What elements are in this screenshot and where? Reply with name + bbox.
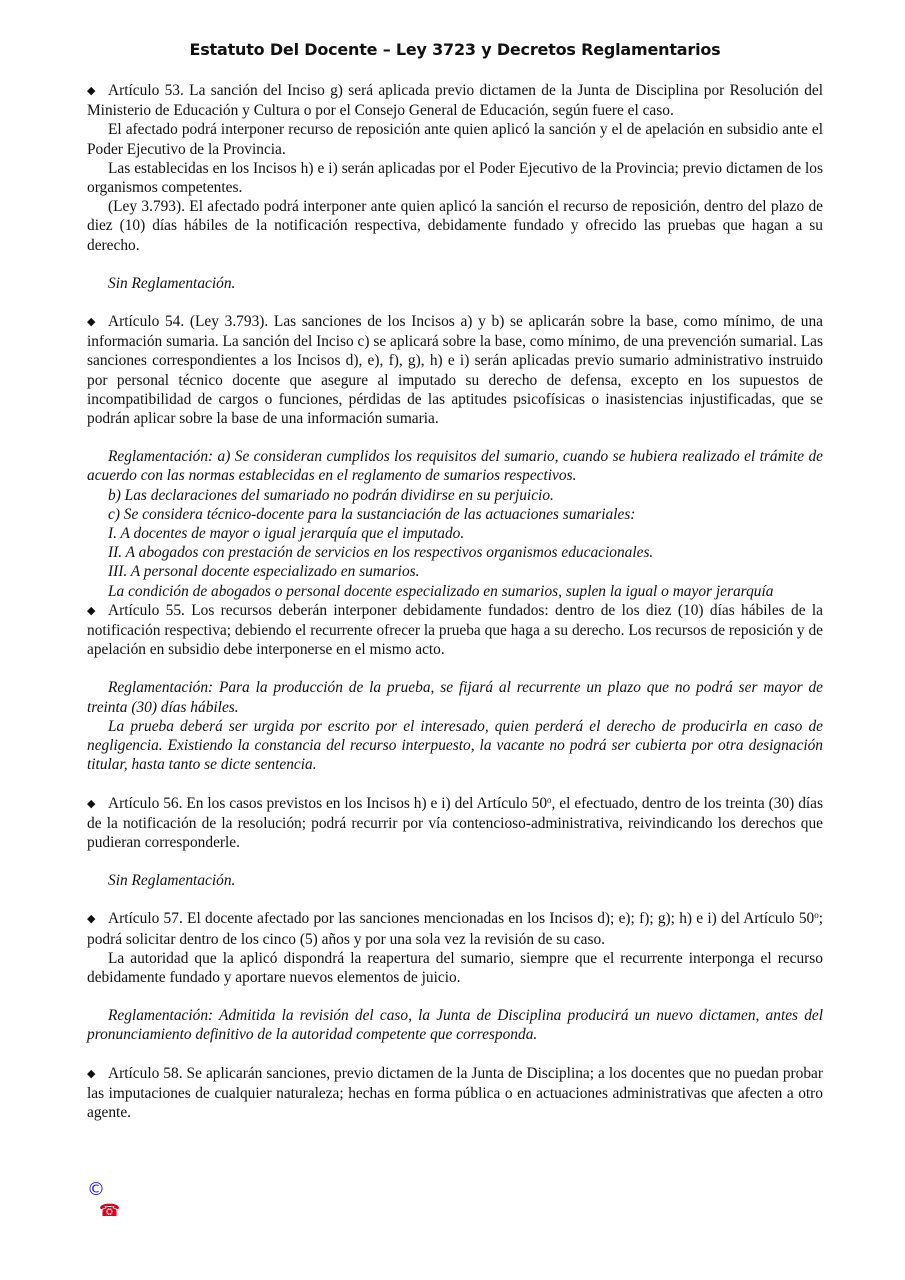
ordinal-superscript: o: [547, 794, 552, 805]
reglamentacion-item: II. A abogados con prestación de servicios en los respectivos organismos educacionales.: [108, 544, 654, 562]
ordinal-superscript: o: [814, 910, 819, 921]
diamond-bullet-icon: ◆: [87, 913, 96, 926]
paragraph-text: Artículo 56. En los casos previstos en los Incisos h) e i) del Artículo 50: [108, 794, 548, 812]
paragraph-text: , el efectuado, dentro de los treinta (30) días de la notificación de la resolución; podrá recurrir por vía contencioso-administrativa, reivindicando los derechos que pudieran corresponderle.: [87, 794, 824, 851]
document-page: [87, 40, 823, 1122]
paragraph: (Ley 3.793). El afectado podrá interponer ante quien aplicó la sanción el recurso de reposición, dentro del plazo de diez (10) días hábiles de la notificación respectiva, debidamente fundado y ofrecido las pruebas que hagan a su derecho.: [87, 198, 823, 254]
paragraph-text: Artículo 58. Se aplicarán sanciones, previo dictamen de la Junta de Disciplina; a los docentes que no puedan probar las imputaciones de cualquier naturaleza; hechas en forma pública o en actuaciones administrativas que afecten a otro agente.: [87, 1064, 823, 1121]
reglamentacion-note: La prueba deberá ser urgida por escrito por el interesado, quien perderá el derecho de producirla en caso de negligencia. Existiendo la constancia del recurso interpuesto, la vacante no podrá ser cubierta por otra designación titular, hasta tanto se dicte sentencia.: [87, 717, 823, 774]
reglamentacion-item: I. A docentes de mayor o igual jerarquía que el imputado.: [108, 525, 465, 543]
article-58: [87, 1064, 823, 1123]
paragraph-text: Artículo 55. Los recursos deberán interponer debidamente fundados: dentro de los diez (10) días hábiles de la notificación respectiva; debiendo el recurrente ofrecer la prueba que haga a su derecho. Los recursos de reposición y de apelación en subsidio debe interponerse en el mismo acto.: [87, 601, 823, 659]
copyright-icon: ©: [87, 1179, 105, 1200]
paragraph-text: Artículo 54. (Ley 3.793). Las sanciones de los Incisos a) y b) se aplicarán sobre la base, como mínimo, de una información sumaria. La sanción del Inciso c) se aplicará sobre la base, como mínimo, de una prevención sumarial. Las sanciones correspondientes a los Incisos d), e), f), g), h) e i) serán aplicadas previo sumario administrativo instruido por personal técnico docente que asegure al imputado su derecho de defensa, excepto en los supuestos de incompatibilidad de cargos o funciones, pérdidas de las aptitudes psicofísicas o inasistencias injustificadas, que se podrán aplicar sobre la base de una información sumaria.: [87, 313, 823, 428]
reglamentacion-item: b) Las declaraciones del sumariado no podrán dividirse en su perjuicio.: [108, 486, 554, 504]
page-title: Estatuto Del Docente – Ley 3723 y Decretos Reglamentarios: [189, 40, 721, 59]
paragraph-text: Artículo 53. La sanción del Inciso g) será aplicada previo dictamen de la Junta de Disciplina por Resolución del Ministerio de Educación y Cultura o por el Consejo General de Educación, según fuere el caso.: [87, 82, 823, 120]
diamond-bullet-icon: ◆: [87, 85, 96, 97]
article-55: [87, 601, 823, 660]
reglamentacion-note: Reglamentación: a) Se consideran cumplidos los requisitos del sumario, cuando se hubiera realizado el trámite de acuerdo con las normas establecidas en el reglamento de sumarios respectivos.: [87, 448, 823, 485]
page-footer: [87, 1179, 120, 1221]
reglamentacion-note: Reglamentación: Admitida la revisión del caso, la Junta de Disciplina producirá un nuevo dictamen, antes del pronunciamiento definitivo de la autoridad competente que corresponda.: [87, 1007, 823, 1044]
reglamentacion-note: Sin Reglamentación.: [108, 872, 236, 890]
reglamentacion-item: c) Se considera técnico-docente para la sustanciación de las actuaciones sumariales:: [108, 505, 636, 523]
reglamentacion-note: Reglamentación: Para la producción de la prueba, se fijará al recurrente un plazo que no podrá ser mayor de treinta (30) días hábiles.: [87, 679, 823, 716]
paragraph-text: ; podrá solicitar dentro de los cinco (5) años y por una sola vez la revisión de su caso.: [87, 910, 823, 948]
diamond-bullet-icon: ◆: [87, 1067, 96, 1080]
paragraph: La autoridad que la aplicó dispondrá la reapertura del sumario, siempre que el recurrente interponga el recurso debidamente fundado y aportare nuevos elementos de juicio.: [87, 949, 823, 986]
article-53: [87, 81, 823, 120]
diamond-bullet-icon: ◆: [87, 316, 96, 329]
paragraph: Las establecidas en los Incisos h) e i) serán aplicadas por el Poder Ejecutivo de la Provincia; previo dictamen de los organismos competentes.: [87, 159, 823, 197]
article-57: [87, 909, 823, 948]
diamond-bullet-icon: ◆: [87, 797, 96, 810]
reglamentacion-item: III. A personal docente especializado en sumarios.: [108, 563, 420, 581]
reglamentacion-item: La condición de abogados o personal docente especializado en sumarios, suplen la igual o mayor jerarquía: [108, 582, 774, 600]
reglamentacion-note: Sin Reglamentación.: [108, 274, 236, 292]
phone-icon: ☎: [99, 1201, 121, 1221]
paragraph: El afectado podrá interponer recurso de reposición ante quien aplicó la sanción y el de apelación en subsidio ante el Poder Ejecutivo de la Provincia.: [87, 121, 823, 158]
document-body: [87, 81, 823, 1122]
article-56: [87, 794, 823, 853]
diamond-bullet-icon: ◆: [87, 604, 96, 617]
article-54: [87, 312, 823, 428]
paragraph-text: Artículo 57. El docente afectado por las sanciones mencionadas en los Incisos d); e); f); g); h) e i) del Artículo 50: [108, 910, 815, 928]
